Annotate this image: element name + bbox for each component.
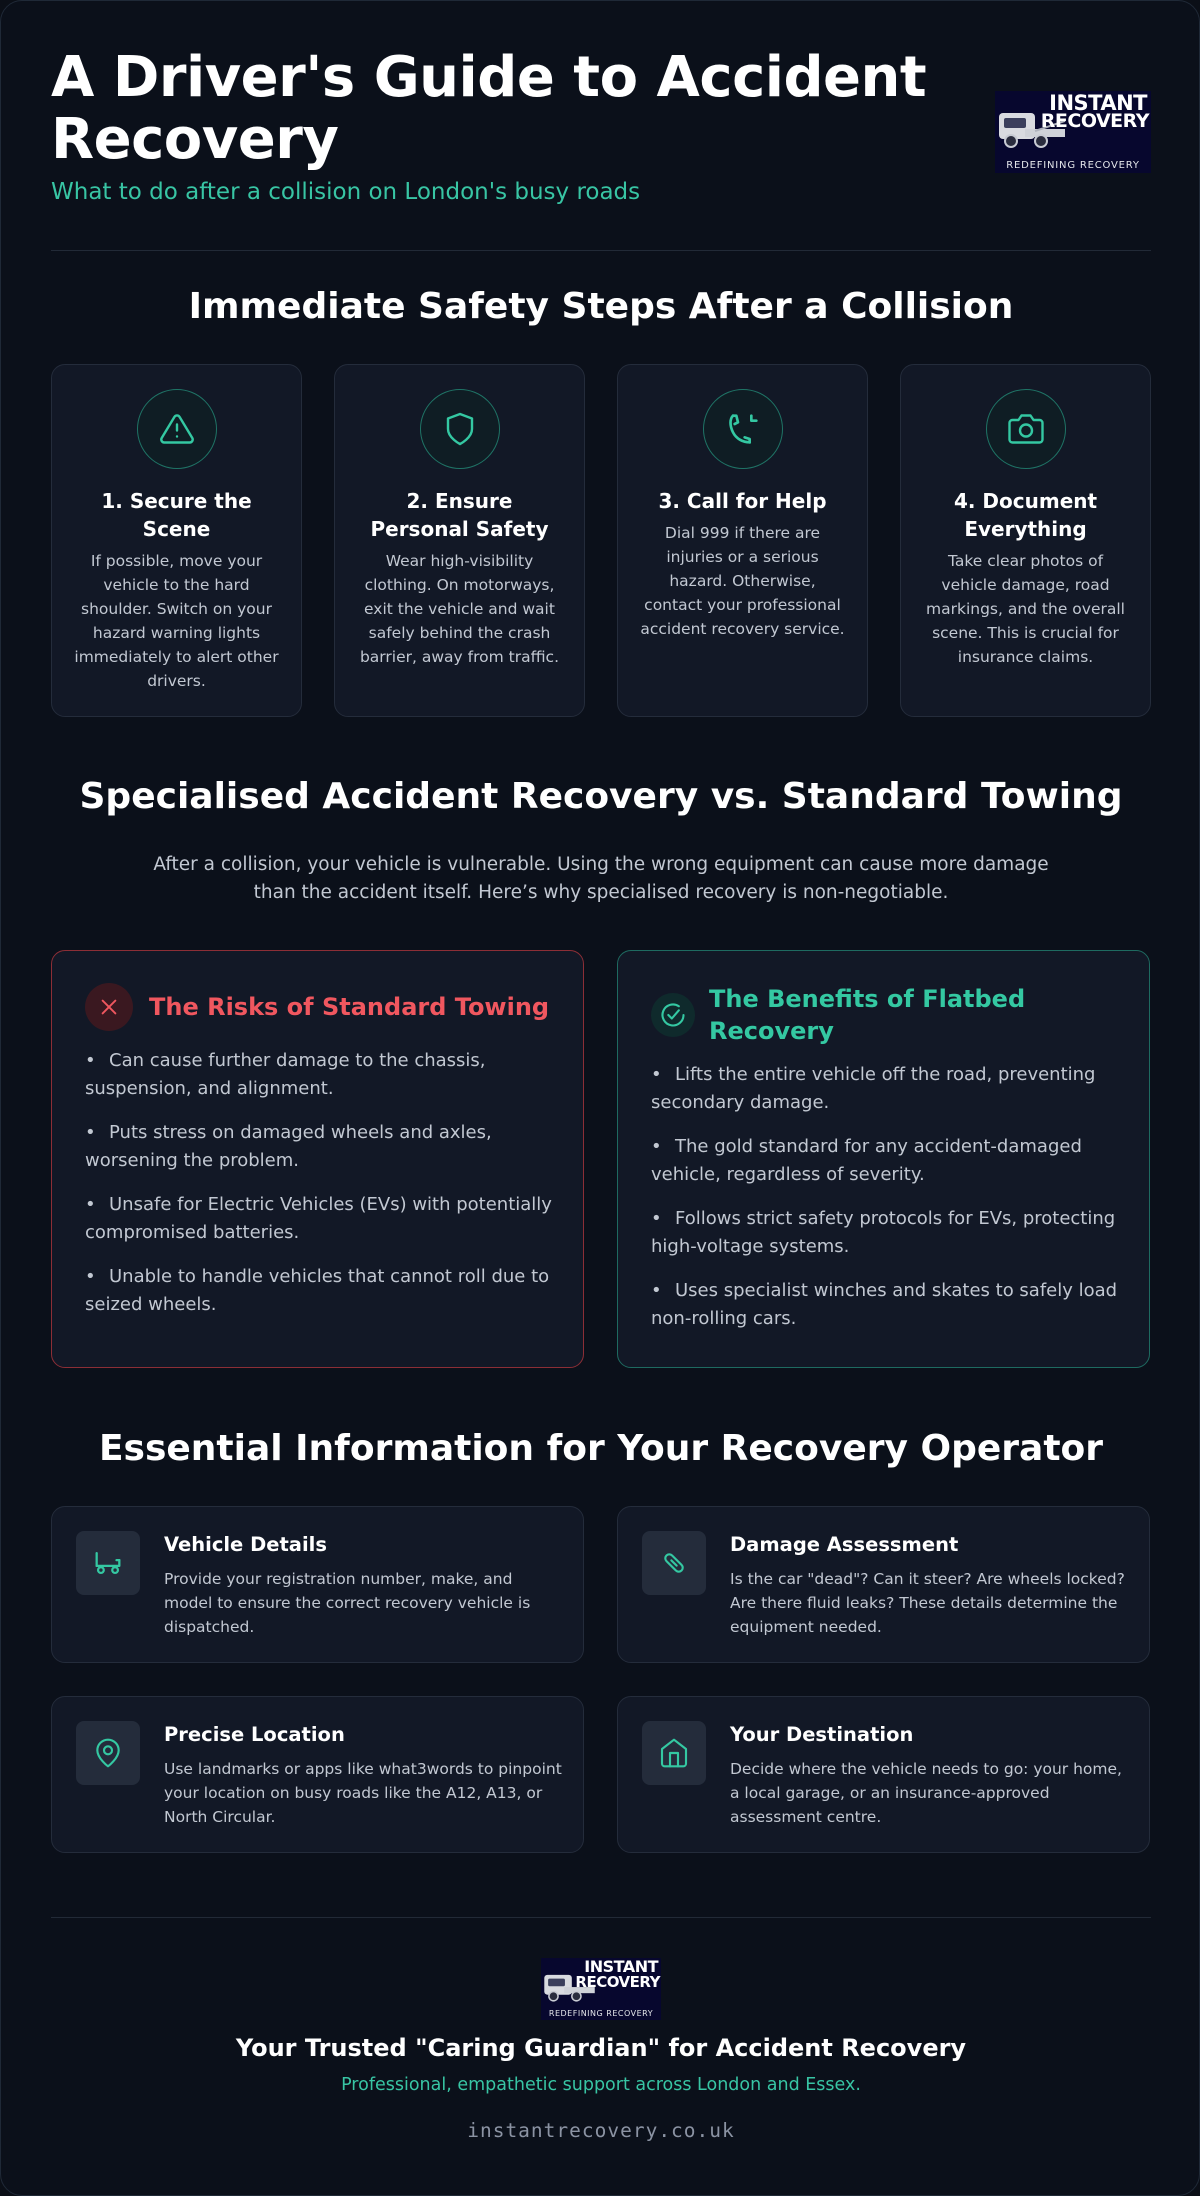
info-section-title: Essential Information for Your Recovery Operator	[98, 1428, 1104, 1469]
info-text: Decide where the vehicle needs to go: your home, a local garage, or an insurance-approved assessment centre.	[730, 1760, 1122, 1826]
logo-text-instant: INSTANT	[1049, 91, 1147, 115]
benefits-title: The Benefits of Flatbed Recovery	[709, 985, 1026, 1045]
step-text: Take clear photos of vehicle damage, road markings, and the overall scene. This is crucial for insurance claims.	[926, 552, 1125, 666]
website-link[interactable]: instantrecovery.co.uk	[467, 2119, 735, 2142]
list-item: • Unsafe for Electric Vehicles (EVs) with potentially compromised batteries.	[85, 1194, 552, 1243]
step-title: 2. Ensure Personal Safety	[370, 489, 549, 541]
brand-logo	[995, 91, 1151, 173]
step-text: If possible, move your vehicle to the hard shoulder. Switch on your hazard warning lights immediately to alert other drivers.	[74, 552, 279, 690]
info-card-destination	[617, 1696, 1150, 1853]
step-text: Dial 999 if there are injuries or a serious hazard. Otherwise, contact your professional accident recovery service.	[640, 524, 845, 638]
info-title: Vehicle Details	[164, 1533, 327, 1556]
logo-tagline: REDEFINING RECOVERY	[1006, 160, 1140, 171]
list-item: • Can cause further damage to the chassis, suspension, and alignment.	[85, 1050, 486, 1099]
info-card-precise-location	[51, 1696, 584, 1853]
list-item: • Follows strict safety protocols for EVs, protecting high-voltage systems.	[651, 1208, 1116, 1257]
risks-list	[85, 1047, 555, 1319]
comparison-section-title: Specialised Accident Recovery vs. Standard Towing	[79, 776, 1123, 817]
logo-tagline: REDEFINING RECOVERY	[548, 2009, 654, 2018]
page-subtitle: What to do after a collision on London's busy roads	[51, 179, 641, 205]
wrench-icon	[642, 1531, 706, 1595]
list-item: • Uses specialist winches and skates to safely load non-rolling cars.	[651, 1280, 1118, 1329]
close-icon	[85, 983, 133, 1031]
step-card-secure-scene	[51, 364, 302, 717]
car-icon	[76, 1531, 140, 1595]
info-card-vehicle-details	[51, 1506, 584, 1663]
info-text: Is the car "dead"? Can it steer? Are wheels locked? Are there fluid leaks? These details determine the equipment needed.	[730, 1570, 1125, 1636]
list-item: • The gold standard for any accident-damaged vehicle, regardless of severity.	[651, 1136, 1082, 1185]
comparison-intro: After a collision, your vehicle is vulnerable. Using the wrong equipment can cause more damage than the accident itself. Here’s why specialised recovery is non-negotiable.	[153, 854, 1049, 903]
info-title: Your Destination	[730, 1723, 914, 1746]
logo-text-instant: INSTANT	[584, 1958, 658, 1976]
info-card-damage-assessment	[617, 1506, 1150, 1663]
footer-divider	[51, 1917, 1151, 1918]
logo-text-recovery: RECOVERY	[575, 1973, 660, 1991]
info-text: Use landmarks or apps like what3words to pinpoint your location on busy roads like the A12, A13, or North Circular.	[164, 1760, 562, 1826]
step-title: 3. Call for Help	[658, 489, 827, 513]
logo-text-recovery: RECOVERY	[1040, 110, 1149, 132]
step-card-personal-safety	[334, 364, 585, 717]
benefits-list	[651, 1061, 1121, 1333]
step-title: 1. Secure the Scene	[101, 489, 252, 541]
footer-subtitle: Professional, empathetic support across London and Essex.	[341, 2075, 861, 2095]
step-title: 4. Document Everything	[953, 489, 1098, 541]
phone-icon	[703, 389, 783, 469]
footer-logo	[541, 1958, 661, 2020]
risks-card	[51, 950, 584, 1368]
step-card-call-help	[617, 364, 868, 717]
step-text: Wear high-visibility clothing. On motorways, exit the vehicle and wait safely behind the crash barrier, away from traffic.	[359, 552, 560, 666]
header-divider	[51, 250, 1151, 251]
camera-icon	[986, 389, 1066, 469]
page-title: A Driver's Guide to Accident Recovery	[51, 45, 927, 172]
home-icon	[642, 1721, 706, 1785]
list-item: • Lifts the entire vehicle off the road, preventing secondary damage.	[651, 1064, 1096, 1113]
step-card-document	[900, 364, 1151, 717]
risks-title: The Risks of Standard Towing	[149, 993, 550, 1021]
info-title: Damage Assessment	[730, 1533, 959, 1556]
list-item: • Puts stress on damaged wheels and axles, worsening the problem.	[85, 1122, 492, 1171]
map-pin-icon	[76, 1721, 140, 1785]
info-text: Provide your registration number, make, and model to ensure the correct recovery vehicle is dispatched.	[164, 1570, 531, 1636]
safety-section-title: Immediate Safety Steps After a Collision	[188, 286, 1014, 327]
footer-title: Your Trusted "Caring Guardian" for Accident Recovery	[235, 2034, 967, 2062]
header	[51, 47, 1151, 207]
check-circle-icon	[651, 993, 695, 1037]
benefits-card	[617, 950, 1150, 1368]
info-title: Precise Location	[164, 1723, 345, 1746]
list-item: • Unable to handle vehicles that cannot roll due to seized wheels.	[85, 1266, 550, 1315]
warning-triangle-icon	[137, 389, 217, 469]
shield-icon	[420, 389, 500, 469]
